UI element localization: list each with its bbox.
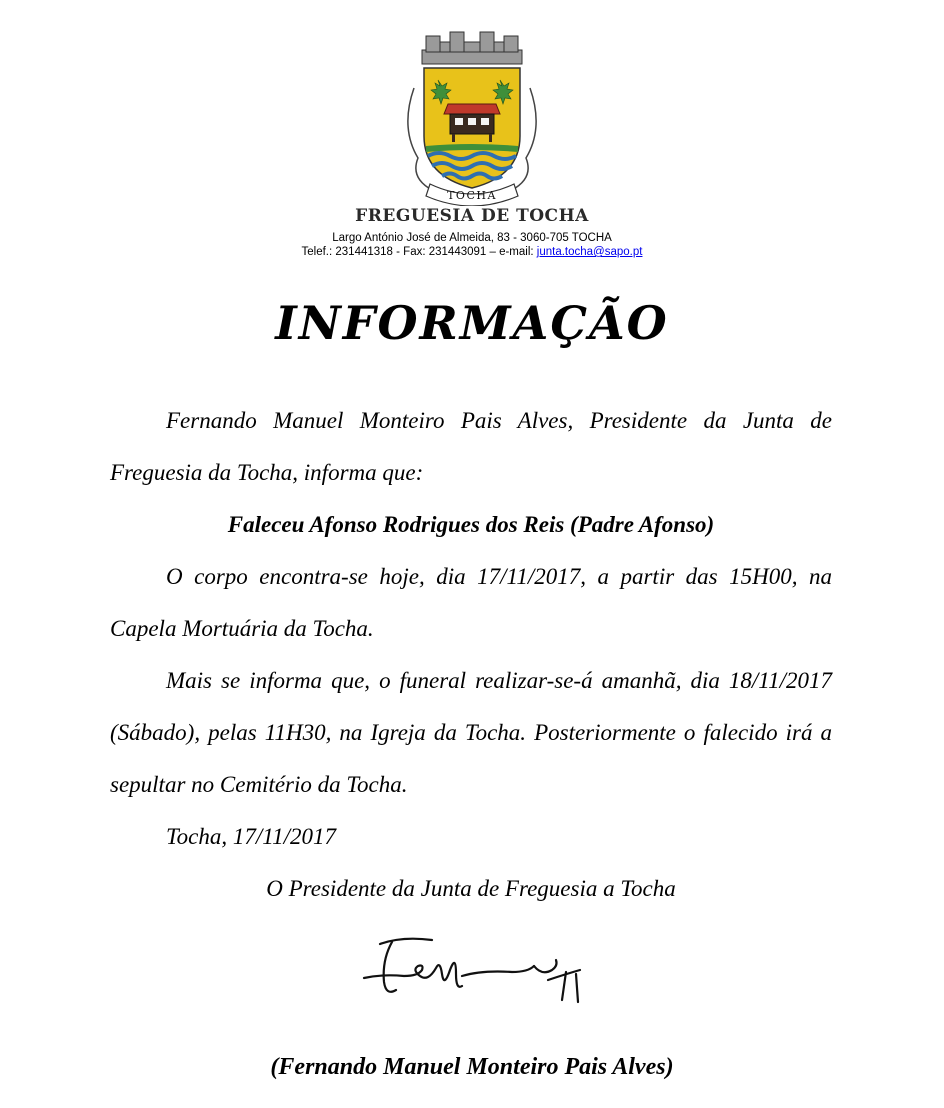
announcement-line: Faleceu Afonso Rodrigues dos Reis (Padre Afonso): [227, 512, 715, 537]
signatory-role: O Presidente da Junta de Freguesia a Tocha: [266, 876, 676, 901]
handwritten-signature: [352, 930, 602, 1010]
organization-contacts: [0, 246, 944, 258]
coat-of-arms: [392, 28, 552, 206]
coat-of-arms-graphic: [392, 28, 552, 206]
mural-crown: [422, 32, 522, 64]
email-link[interactable]: junta.tocha@sapo.pt: [536, 246, 643, 258]
organization-address: Largo António José de Almeida, 83 - 3060-705 TOCHA: [332, 232, 612, 244]
place-and-date: Tocha, 17/11/2017: [166, 824, 336, 849]
signature-graphic: [352, 930, 602, 1010]
signer-name: (Fernando Manuel Monteiro Pais Alves): [270, 1054, 674, 1080]
contacts-text: Telef.: 231441318 - Fax: 231443091 – e-mail:: [301, 246, 537, 258]
document-title: INFORMAÇÃO: [275, 296, 669, 350]
intro-paragraph: Fernando Manuel Monteiro Pais Alves, Presidente da Junta de Freguesia da Tocha, informa que:: [110, 408, 832, 485]
paragraph-funeral: Mais se informa que, o funeral realizar-se-á amanhã, dia 18/11/2017 (Sábado), pelas 11H30, na Igreja da Tocha. Posteriormente o falecido irá a sepultar no Cemitério da Tocha.: [110, 668, 832, 797]
organization-name: FREGUESIA DE TOCHA: [355, 206, 589, 226]
motto-scroll-text: TOCHA: [447, 189, 497, 202]
document-body: [110, 395, 832, 915]
paragraph-wake: O corpo encontra-se hoje, dia 17/11/2017, a partir das 15H00, na Capela Mortuária da Tocha.: [110, 564, 832, 641]
